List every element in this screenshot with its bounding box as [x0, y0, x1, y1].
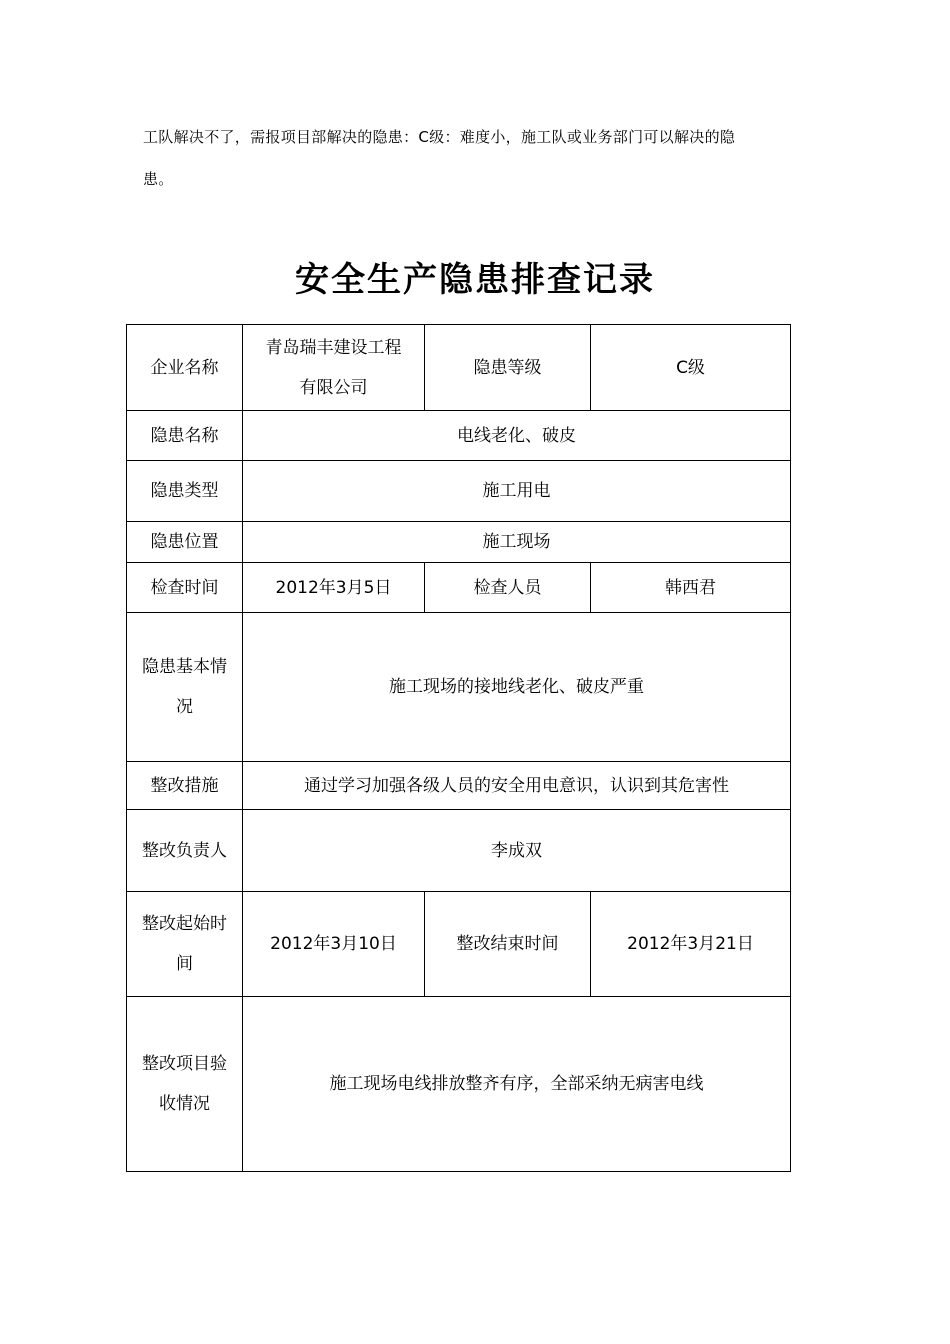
- check-time-value: 2012年3月5日: [243, 563, 425, 613]
- measures-label: 整改措施: [127, 762, 243, 810]
- row-rectification-period: [127, 892, 791, 997]
- hazard-location-label: 隐患位置: [127, 522, 243, 563]
- row-measures: [127, 762, 791, 810]
- hazard-type-value: 施工用电: [243, 461, 791, 522]
- company-value: [243, 325, 425, 411]
- company-value-line-2: 有限公司: [299, 377, 368, 398]
- document-title: 安全生产隐患排查记录: [295, 260, 655, 300]
- responsible-label: 整改负责人: [127, 810, 243, 892]
- level-label: 隐患等级: [425, 325, 591, 411]
- inspector-label: 检查人员: [425, 563, 591, 613]
- intro-line-1: 工队解决不了，需报项目部解决的隐患：C级：难度小，施工队或业务部门可以解决的隐: [143, 128, 736, 146]
- company-value-line-1: 青岛瑞丰建设工程: [265, 337, 402, 358]
- measures-value: 通过学习加强各级人员的安全用电意识，认识到其危害性: [243, 762, 791, 810]
- start-time-value: 2012年3月10日: [243, 892, 425, 997]
- basic-situation-label-line-2: 况: [176, 697, 193, 717]
- acceptance-label: [127, 997, 243, 1172]
- level-value: C级: [591, 325, 791, 411]
- start-time-label: [127, 892, 243, 997]
- start-time-label-line-1: 整改起始时: [142, 914, 227, 934]
- hazard-name-value: 电线老化、破皮: [243, 411, 791, 461]
- responsible-value: 李成双: [243, 810, 791, 892]
- basic-situation-label: [127, 613, 243, 762]
- hazard-record-table: [126, 324, 791, 1172]
- hazard-location-value: 施工现场: [243, 522, 791, 563]
- intro-line-2: 患。: [143, 170, 174, 188]
- acceptance-label-line-1: 整改项目验: [142, 1054, 227, 1074]
- row-acceptance: [127, 997, 791, 1172]
- acceptance-value: 施工现场电线排放整齐有序，全部采纳无病害电线: [243, 997, 791, 1172]
- end-time-label: 整改结束时间: [425, 892, 591, 997]
- company-label: 企业名称: [127, 325, 243, 411]
- row-hazard-location: [127, 522, 791, 563]
- row-hazard-type: [127, 461, 791, 522]
- end-time-value: 2012年3月21日: [591, 892, 791, 997]
- basic-situation-label-line-1: 隐患基本情: [142, 657, 227, 677]
- row-responsible: [127, 810, 791, 892]
- hazard-type-label: 隐患类型: [127, 461, 243, 522]
- acceptance-label-line-2: 收情况: [159, 1094, 210, 1114]
- inspector-value: 韩西君: [591, 563, 791, 613]
- row-inspection: [127, 563, 791, 613]
- hazard-name-label: 隐患名称: [127, 411, 243, 461]
- check-time-label: 检查时间: [127, 563, 243, 613]
- basic-situation-value: 施工现场的接地线老化、破皮严重: [243, 613, 791, 762]
- start-time-label-line-2: 间: [176, 954, 193, 974]
- row-basic-situation: [127, 613, 791, 762]
- row-hazard-name: [127, 411, 791, 461]
- row-company: [127, 325, 791, 411]
